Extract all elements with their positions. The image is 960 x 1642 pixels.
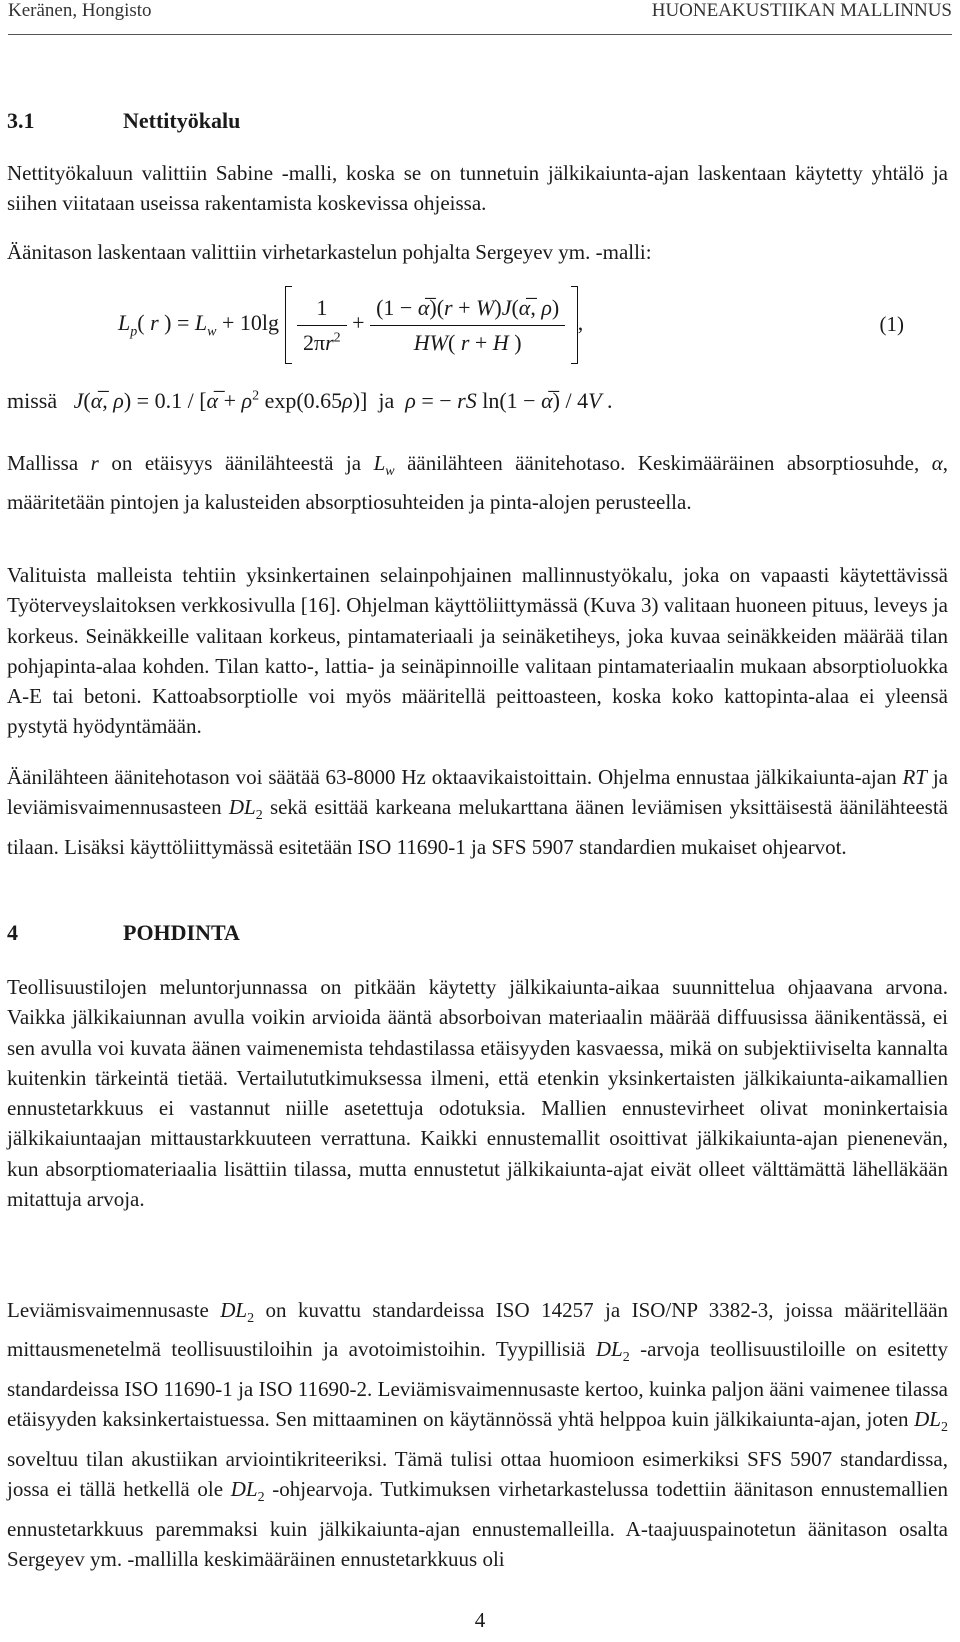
- section-title: Nettityökalu: [123, 108, 241, 133]
- page-number: 4: [474, 1608, 486, 1632]
- paragraph-model-variables: Mallissa r on etäisyys äänilähteestä ja $L_w$ äänilähteen äänitehotaso. Keskimääräinen absorptiosuhde, α, määritetään pintojen ja kalusteiden absorptiosuhteiden ja pinta-alojen perusteella.: [7, 451, 948, 515]
- section-heading-3-1: [7, 108, 240, 134]
- equation-number: (1): [879, 312, 904, 336]
- paragraph-sergeyev-intro: Äänitason laskentaan valittiin virhetarkastelun pohjalta Sergeyev ym. -malli:: [7, 240, 652, 264]
- header-title: HUONEAKUSTIIKAN MALLINNUS: [651, 0, 952, 21]
- paragraph-sound-power: Äänilähteen äänitehotason voi säätää 63-8000 Hz oktaavikaistoittain. Ohjelma ennustaa jälkikaiunta-ajan RT ja leviämisvaimennusasteen $DL_2$ sekä esittää karkeana melukarttana äänen leviämisen yksittäisestä äänilähteestä tilaan. Lisäksi käyttöliittymässä esitetään ISO 11690-1 ja SFS 5907 standardien mukaiset ohjearvot.: [7, 765, 949, 859]
- section-heading-4: [7, 920, 240, 946]
- ja-label: ja: [378, 388, 395, 413]
- paragraph-discussion-2: Leviämisvaimennusaste $DL_2$ on kuvattu standardeissa ISO 14257 ja ISO/NP 3382-3, joissa määritellään mittausmenetelmä teollisuustiloihin ja avotoimistoihin. Tyypillisiä $DL_2$ -arvoja teollisuustiloille on esitetty standardeissa ISO 11690-1 ja ISO 11690-2. Leviämisvaimennusaste kertoo, kuinka paljon ääni vaimenee tilassa etäisyyden kaksinkertaistuessa. Sen mittaaminen on käytännössä yhtä helppoa kuin jälkikaiunta-ajan, joten $DL_2$ soveltuu tilan akustiikan arviointikriteeriksi. Tämä tulisi ottaa huomioon esimerkiksi SFS 5907 standardissa, jossa ei tällä hetkellä ole $DL_2$ -ohjearvoja. Tutkimuksen virhetarkastelussa todettiin äänitason ennustemallien ennustetarkkuus paremmaksi kuin jälkikaiunta-ajan ennustemalleilla. A-taajuuspainotetun äänitason osalta Sergeyev ym. -mallilla keskimääräinen ennustetarkkuus oli: [7, 1298, 949, 1571]
- equation-1: $L_p$( r ) = $L_w + 10\lg$ $\frac{1}{2\pi r^2}$ + $\frac{(1 - \alpha̅)(r + W)J(\alpha̅, \rho)}{HW( r + H )}$ ,: [118, 286, 583, 364]
- section-number: 4: [7, 920, 18, 945]
- section-number: 3.1: [7, 108, 35, 133]
- header-authors: Keränen, Hongisto: [8, 0, 152, 21]
- equation-definitions: missä J(α̅, ρ) = 0.1 / [α̅ + $\rho^2$ exp(0.65ρ)] ja ρ = − rS ln(1 − α̅) / 4V .: [7, 388, 613, 413]
- running-header: [8, 0, 952, 35]
- paragraph-discussion-1: Teollisuustilojen meluntorjunnassa on pitkään käytetty jälkikaiunta-aikaa suunnittelua ohjaavana arvona. Vaikka jälkikaiunnan avulla voikin arvioida ääntä absorboivan materiaalin määrää diffuusissa äänikentässä, ei sen avulla voi kuvata äänen vaimenemista tehdastilassa etäisyyden kasvaessa, mikä on subjektiiviselta kannalta kuitenkin tärkeintä tietää. Vertailututkimuksessa ilmeni, että etenkin yksinkertaisten jälkikaiunta-aikamallien ennustetarkkuus ei vastannut niille asetettuja odotuksia. Mallien ennustevirheet olivat moninkertaisia jälkikaiuntaajan mittaustarkkuuteen verrattuna. Kaikki ennustemallit osoittivat jälkikaiunta-ajan pienenevän, kun absorptiomateriaalia lisättiin tilassa, mutta ennustetut jälkikaiunta-ajat eivät olleet välttämättä lähelläkään mitattuja arvoja.: [7, 975, 948, 1212]
- paragraph-web-tool: Valituista malleista tehtiin yksinkertainen selainpohjainen mallinnustyökalu, joka on vapaasti käytettävissä Työterveyslaitoksen verkkosivulla [16]. Ohjelman käyttöliittymässä (Kuva 3) valitaan huoneen pituus, leveys ja korkeus. Seinäkkeille valitaan korkeus, pintamateriaali ja seinäketiheys, joka kuvaa seinäkkeiden määrää tilan pohjapinta-alaa kohden. Tilan katto-, lattia- ja seinäpinnoille valitaan pintamateriaalin mukaan absorptioluokka A-E tai betoni. Kattoabsorptiolle voi myös määritellä peittoasteen, koska koko kattopinta-alaa ei yleensä pystytä hyödyntämään.: [7, 563, 948, 739]
- paragraph-sabine: Nettityökaluun valittiin Sabine -malli, koska se on tunnetuin jälkikaiunta-ajan laskentaan käytetty yhtälö ja siihen viitataan useissa rakentamista koskevissa ohjeissa.: [7, 161, 948, 216]
- section-title: POHDINTA: [123, 920, 240, 945]
- missa-label: missä: [7, 388, 58, 413]
